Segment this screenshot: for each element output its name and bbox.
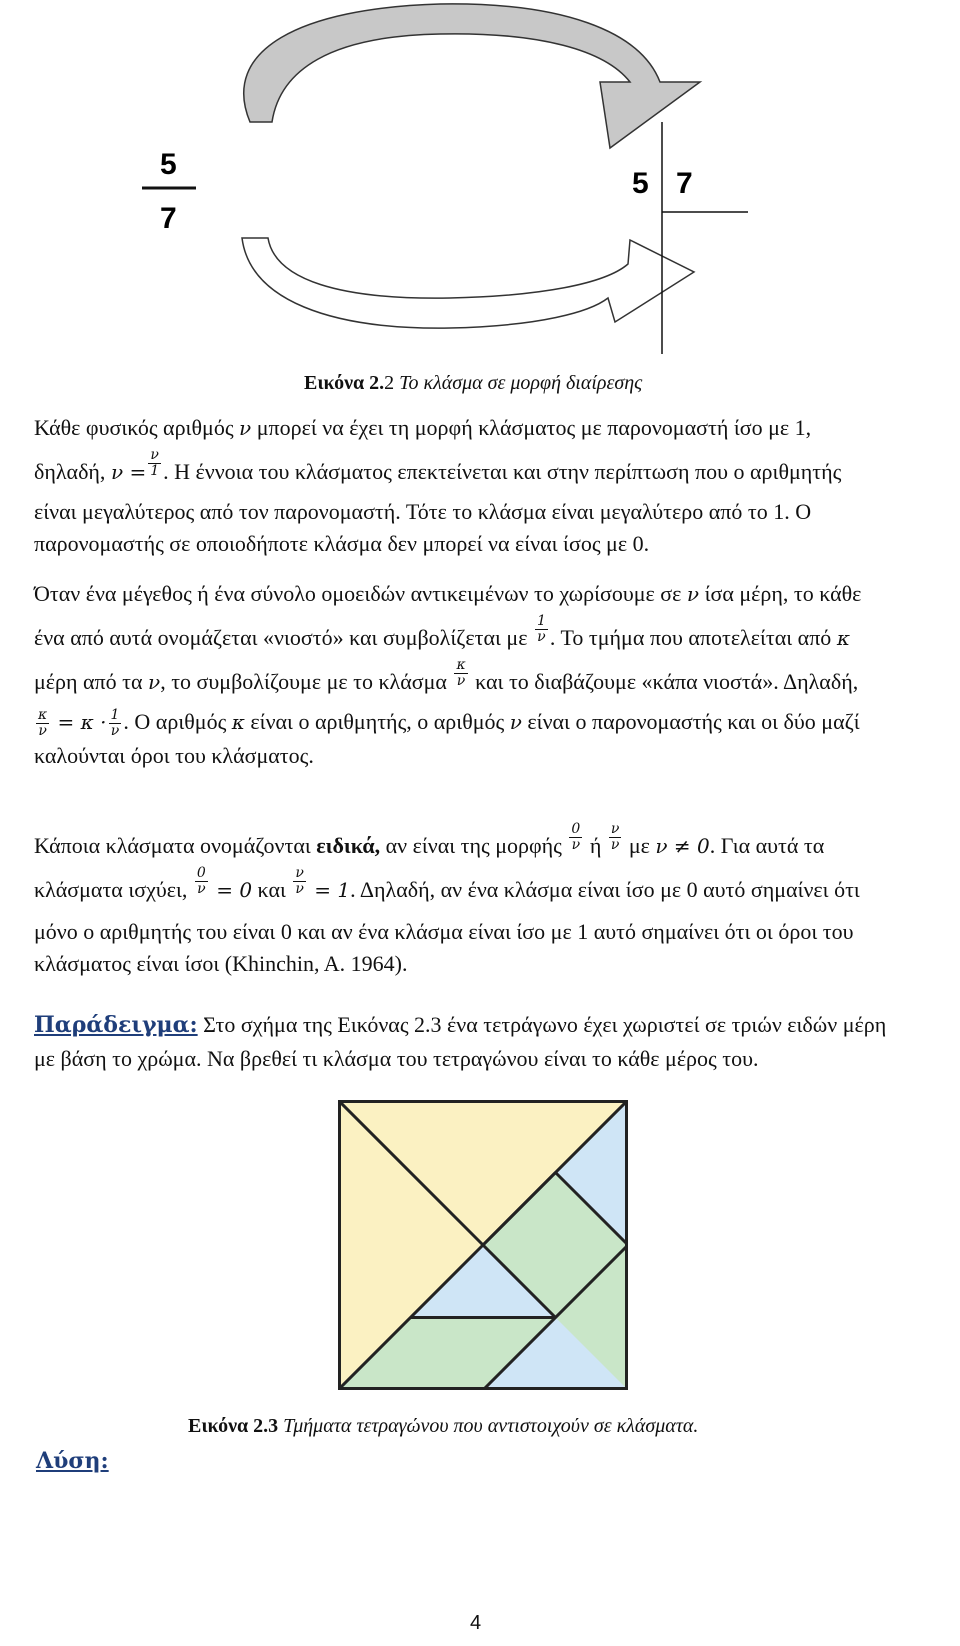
figure-tangram-square [338, 1100, 628, 1390]
line: παρονομαστής σε οποιοδήποτε κλάσμα δεν μπορεί να είναι ίσος με 0. [34, 531, 650, 556]
line: δηλαδή, ν = $\frac{\nu}{1}$ . Η έννοια του κλάσματος επεκτείνεται και στην περίπτωση που ο αριθμητής [34, 447, 842, 484]
line: κλάσματα ισχύει, $\frac{0}{\nu}$ = 0 και $\frac{\nu}{\nu}$ = 1. Δηλαδή, αν ένα κλάσμα είναι ίσο με 0 αυτό σημαίνει ότι [34, 865, 860, 902]
example-heading: Παράδειγμα: [34, 1012, 198, 1038]
fraction-denominator: 7 [160, 202, 177, 235]
line: Παράδειγμα: Στο σχήμα της Εικόνας 2.3 ένα τετράγωνο έχει χωριστεί σε τριών ειδών μέρη [34, 1012, 887, 1038]
division-dividend: 5 [632, 167, 649, 200]
line: καλούνται όροι του κλάσματος. [34, 743, 314, 768]
figure-caption-2-2: Εικόνα 2.2 Το κλάσμα σε μορφή διαίρεσης [304, 372, 643, 394]
line: Κάθε φυσικός αριθμός ν μπορεί να έχει τη μορφή κλάσματος με παρονομαστή ίσο με 1, [34, 415, 812, 440]
line: ένα από αυτά ονομάζεται «νιοστό» και συμβολίζεται με $\frac{1}{\nu}$ . Το τμήμα που αποτελείται από κ [34, 613, 850, 650]
line: με βάση το χρώμα. Να βρεθεί τι κλάσμα του τετραγώνου είναι το κάθε μέρος του. [34, 1046, 759, 1071]
line: μόνο ο αριθμητής του είναι 0 και αν ένα κλάσμα είναι ίσο με 1 αυτό σημαίνει ότι οι όροι του [34, 919, 854, 944]
line: κλάσματος είναι ίσοι (Khinchin, A. 1964). [34, 951, 408, 976]
line: μέρη από τα ν, το συμβολίζουμε με το κλάσμα $\frac{\kappa}{\nu}$ και το διαβάζουμε «κάπα νιοστά». Δηλαδή, [34, 657, 859, 694]
curved-arrow-lower [242, 238, 694, 328]
figure-fraction-division [0, 0, 960, 380]
example-paragraph [34, 1008, 924, 1076]
fraction-numerator: 5 [160, 148, 177, 181]
line: Κάποια κλάσματα ονομάζονται ειδικά, αν είναι της μορφής $\frac{0}{\nu}$ ή $\frac{\nu}{\nu}$ με ν ≠ 0. Για αυτά τα [34, 821, 825, 858]
page-number: 4 [470, 1612, 482, 1634]
paragraph-special-fractions [34, 822, 924, 980]
paragraph-natural-number-fraction [34, 412, 924, 560]
division-divisor: 7 [676, 167, 693, 200]
line: είναι μεγαλύτερος από τον παρονομαστή. Τότε το κλάσμα είναι μεγαλύτερο από το 1. Ο [34, 499, 812, 524]
solution-heading: Λύση: [36, 1448, 109, 1474]
figure-caption-2-3: Εικόνα 2.3 Τμήματα τετραγώνου που αντιστοιχούν σε κλάσματα. [188, 1415, 699, 1437]
paragraph-nth-part [34, 574, 924, 770]
line: Όταν ένα μέγεθος ή ένα σύνολο ομοειδών αντικειμένων το χωρίσουμε σε ν ίσα μέρη, το κάθε [34, 581, 862, 606]
line: $\frac{\kappa}{\nu}$ = κ · $\frac{1}{\nu}$ . Ο αριθμός κ είναι ο αριθμητής, ο αριθμός ν είναι ο παρονομαστής και οι δύο μαζί [38, 707, 860, 740]
curved-arrow-upper [244, 4, 700, 148]
